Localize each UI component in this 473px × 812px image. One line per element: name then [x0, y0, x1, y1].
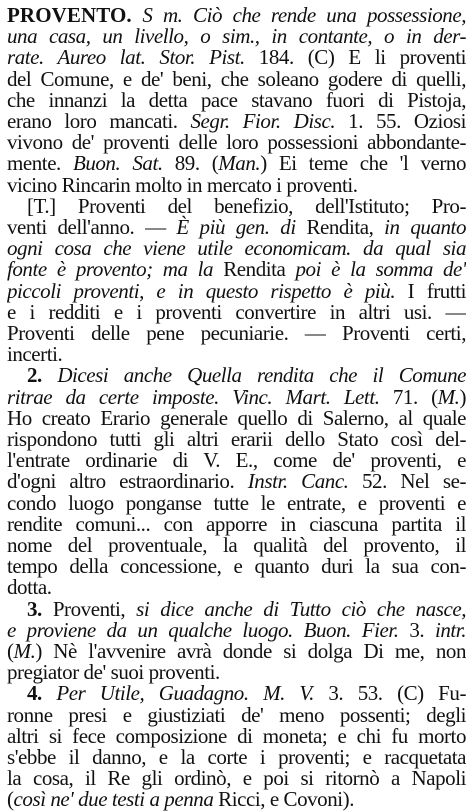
text-run: del Comune, e de' beni, che soleano godere di quelli, [7, 66, 466, 91]
headword: PROVENTO. [7, 3, 132, 27]
text-run: piccoli proventi, e in questo rispetto è più. [7, 278, 396, 303]
text-run: vicino Rincarin molto in mercato i proventi. [7, 172, 358, 197]
text-run: 52. Nel se- [348, 469, 466, 494]
entry-line [7, 786, 466, 812]
text-run: ritrae da certe imposte. Vinc. Mart. Lett. [7, 384, 380, 409]
text-run: M. [13, 639, 36, 663]
text-run: e i redditi e i proventi convertire in altri usi. — [7, 299, 466, 324]
text-run: tempo della concessione, e quanto duri la sua con- [7, 554, 466, 579]
text-run: rate. Aureo lat. Stor. Pist. [7, 45, 245, 70]
text-run: altri si fece composizione di moneta; e chi fu morto [7, 723, 466, 748]
text-run: incerti. [7, 342, 63, 367]
text-run: ) Ei teme che 'l verno [260, 151, 466, 176]
text-run: la cosa, il Re gli ordinò, e poi si ritornò a Napoli [7, 766, 466, 791]
text-run: ronne presi e giustiziati de' meno possenti; degli [7, 702, 466, 727]
sense-number: 3. [27, 596, 53, 621]
text-run: si dice anche di Tutto ciò che nasce, [136, 596, 466, 621]
text-run: Rendita, [295, 215, 385, 239]
text-run: pregiator de' suoi proventi. [7, 660, 220, 685]
text-run: rispondono tutti gli altri erarii dello Stato così del- [7, 427, 466, 451]
text-run: Dicesi anche Quella rendita che il Comune [57, 363, 466, 388]
text-run: S [131, 3, 163, 27]
text-run: Rendita [213, 257, 296, 282]
text-run: Buon. Sat. [72, 151, 163, 176]
text-run: ogni cosa che viene utile economicam. da qual sia [7, 236, 466, 261]
text-run: 3. [398, 617, 435, 642]
text-run: l'entrate ordinarie di V. E., come de' proventi, e [7, 448, 466, 473]
text-run: È più gen. di [176, 215, 296, 239]
text-run: così ne' due testi a penna [13, 787, 214, 812]
text-run: Ricci, e Covoni). [213, 787, 354, 812]
text-run: 3. 53. (C) Fu- [313, 681, 466, 706]
text-run: rendite comuni... con apporre in ciascuna partita il [7, 511, 466, 536]
text-run: Instr. Canc. [247, 469, 349, 494]
text-run: Segr. Fior. Disc. [190, 109, 336, 133]
text-run: venti dell'anno. — [7, 215, 177, 239]
text-run: ( [7, 787, 14, 812]
text-run: nome del proventuale, la qualità del provento, il [7, 533, 466, 557]
text-run: in quanto [384, 215, 466, 239]
text-run: d'ogni altro estraordinario. [7, 469, 248, 494]
text-run: che innanzi la detta pace stavano fuori di Pistoja, [7, 87, 466, 112]
text-run: mente. [7, 151, 73, 176]
text-run: Ho creato Erario generale quello di Salerno, al quale [7, 405, 466, 430]
text-run: Man. [218, 151, 261, 176]
text-run: M. [437, 384, 460, 409]
text-run: m. Ciò che rende una possessione, [162, 3, 466, 27]
text-run: I frutti [395, 278, 466, 303]
text-run: ( [7, 639, 14, 663]
text-run: condo luogo ponganse tutte le entrate, e proventi e [7, 490, 466, 515]
text-run: Proventi delle pene pecuniarie. — Proventi certi, [7, 321, 466, 345]
text-run: intr. [434, 617, 466, 642]
text-run: una casa, un livello, o sim., in contante, o in der- [7, 24, 466, 49]
text-run: ) Nè l'avvenire avrà donde si dolga Di me, non [35, 639, 466, 663]
text-run: 1. 55. Oziosi [335, 109, 466, 133]
text-run: dotta. [7, 575, 52, 600]
text-run: Per Utile, Guadagno. M. V. [56, 681, 314, 706]
text-run: 184. (C) E li proventi [244, 45, 466, 70]
text-run: [T.] Proventi del benefizio, dell'Istituto; Pro- [27, 193, 466, 218]
text-run: 89. ( [162, 151, 219, 176]
text-run: 71. ( [379, 384, 438, 409]
text-run: erano loro mancati. [7, 109, 191, 133]
text-run: e proviene da un qualche luogo. Buon. Fier. [7, 617, 399, 642]
text-run: vivono de' proventi delle loro possessioni abbondante- [7, 130, 466, 155]
sense-number: 2. [27, 363, 58, 388]
text-run: s'ebbe il danno, e la corte i proventi; e racquetata [7, 745, 466, 769]
text-run: fonte è provento; ma la [7, 257, 214, 282]
text-run: Proventi, [52, 596, 137, 621]
text-run: ) [459, 384, 466, 409]
text-run: poi è la somma de' [295, 257, 466, 282]
sense-number: 4. [27, 681, 57, 706]
